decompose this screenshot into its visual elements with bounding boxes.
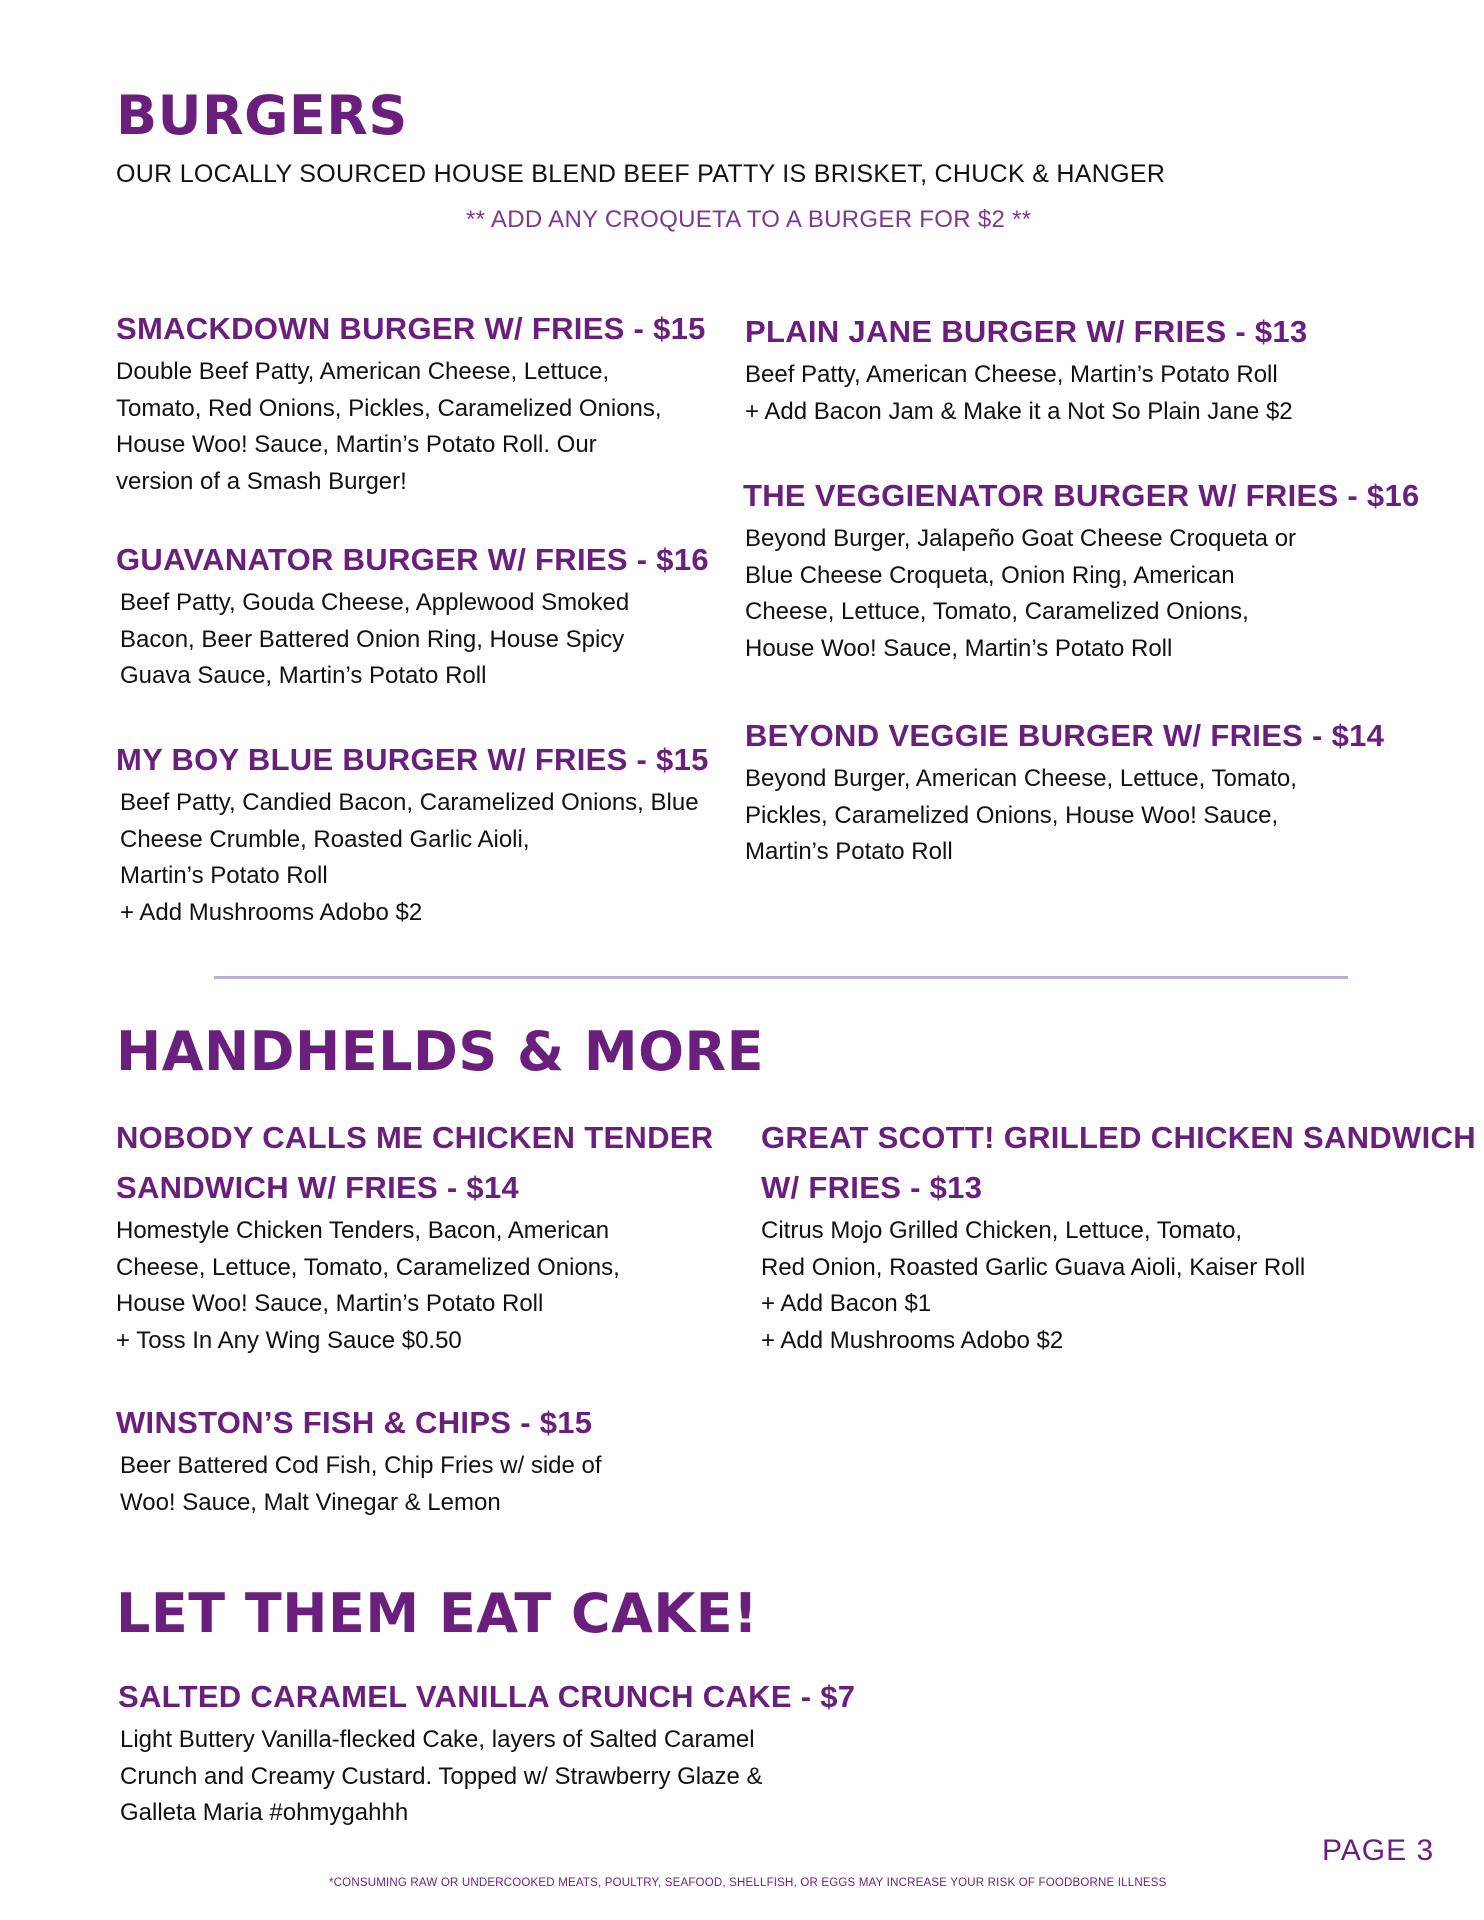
croqueta-note: ** ADD ANY CROQUETA TO A BURGER FOR $2 **	[466, 206, 1032, 233]
item-description	[116, 1448, 602, 1521]
desc-line: Bacon, Beer Battered Onion Ring, House Spicy	[120, 625, 625, 653]
disclaimer: *CONSUMING RAW OR UNDERCOOKED MEATS, POULTRY, SEAFOOD, SHELLFISH, OR EGGS MAY INCREASE YOUR RISK OF FOODBORNE ILLNESS	[329, 1877, 1167, 1889]
title-line: SANDWICH W/ FRIES - $14	[116, 1170, 520, 1205]
item-title: THE VEGGIENATOR BURGER W/ FRIES - $16	[743, 478, 1420, 513]
item-title: SALTED CARAMEL VANILLA CRUNCH CAKE - $7	[118, 1679, 856, 1714]
title-line: NOBODY CALLS ME CHICKEN TENDER	[116, 1120, 714, 1155]
item-title: WINSTON’S FISH & CHIPS - $15	[116, 1405, 593, 1440]
desc-line: Galleta Maria #ohmygahhh	[120, 1799, 409, 1826]
item-description	[745, 357, 1308, 430]
item-description	[745, 761, 1384, 871]
desc-line: House Woo! Sauce, Martin’s Potato Roll. Our	[116, 431, 597, 458]
desc-line: Woo! Sauce, Malt Vinegar & Lemon	[120, 1488, 501, 1516]
desc-line: Red Onion, Roasted Garlic Guava Aioli, Kaiser Roll	[761, 1253, 1306, 1281]
menu-item	[118, 1672, 855, 1832]
menu-item	[116, 735, 709, 931]
desc-line: Citrus Mojo Grilled Chicken, Lettuce, Tomato,	[761, 1217, 1243, 1244]
item-description	[116, 585, 709, 695]
handhelds-title: HANDHELDS & MORE	[116, 1020, 765, 1083]
desc-line: Beef Patty, Candied Bacon, Caramelized Onions, Blue	[120, 789, 699, 816]
desc-line: Beyond Burger, American Cheese, Lettuce, Tomato,	[745, 765, 1297, 792]
title-line: GREAT SCOTT! GRILLED CHICKEN SANDWICH	[761, 1120, 1476, 1155]
desc-line: Martin’s Potato Roll	[745, 838, 953, 865]
item-title: BEYOND VEGGIE BURGER W/ FRIES - $14	[745, 718, 1385, 753]
item-title: GUAVANATOR BURGER W/ FRIES - $16	[116, 542, 709, 577]
burgers-subtitle: OUR LOCALLY SOURCED HOUSE BLEND BEEF PATTY IS BRISKET, CHUCK & HANGER	[116, 160, 1166, 188]
item-description	[116, 785, 709, 931]
desc-line: + Add Bacon Jam & Make it a Not So Plain Jane $2	[745, 397, 1293, 425]
desc-line: Cheese Crumble, Roasted Garlic Aioli,	[120, 825, 530, 853]
item-description	[116, 1213, 713, 1359]
desc-line: Beef Patty, American Cheese, Martin’s Potato Roll	[745, 361, 1278, 388]
desc-line: Blue Cheese Croqueta, Onion Ring, American	[745, 561, 1235, 589]
menu-item	[116, 304, 706, 500]
desc-line: Double Beef Patty, American Cheese, Lettuce,	[116, 358, 610, 385]
desc-line: Light Buttery Vanilla-flecked Cake, layers of Salted Caramel	[120, 1726, 755, 1753]
menu-item	[745, 307, 1308, 430]
desc-line: version of a Smash Burger!	[116, 467, 407, 495]
desc-line: Cheese, Lettuce, Tomato, Caramelized Onions,	[116, 1253, 620, 1281]
burgers-title: BURGERS	[116, 84, 408, 147]
desc-line: Crunch and Creamy Custard. Topped w/ Strawberry Glaze &	[120, 1762, 763, 1790]
menu-item	[116, 535, 709, 695]
desc-line: + Add Mushrooms Adobo $2	[761, 1326, 1064, 1354]
desc-line: Pickles, Caramelized Onions, House Woo! Sauce,	[745, 801, 1279, 829]
menu-item	[743, 471, 1420, 667]
item-title: PLAIN JANE BURGER W/ FRIES - $13	[745, 314, 1308, 349]
desc-line: House Woo! Sauce, Martin’s Potato Roll	[116, 1290, 544, 1317]
desc-line: + Add Mushrooms Adobo $2	[120, 898, 423, 926]
item-title	[116, 1113, 713, 1213]
item-description	[761, 1213, 1476, 1359]
desc-line: Guava Sauce, Martin’s Potato Roll	[120, 662, 487, 689]
desc-line: Beyond Burger, Jalapeño Goat Cheese Croqueta or	[745, 525, 1297, 552]
item-description	[743, 521, 1420, 667]
item-description	[116, 354, 706, 500]
item-title: SMACKDOWN BURGER W/ FRIES - $15	[116, 311, 706, 346]
desc-line: Tomato, Red Onions, Pickles, Caramelized Onions,	[116, 394, 662, 422]
menu-item	[116, 1398, 602, 1521]
item-title: MY BOY BLUE BURGER W/ FRIES - $15	[116, 742, 709, 777]
desc-line: Beef Patty, Gouda Cheese, Applewood Smoked	[120, 589, 630, 616]
menu-item	[761, 1113, 1476, 1359]
desc-line: Beer Battered Cod Fish, Chip Fries w/ side of	[120, 1452, 602, 1479]
title-line: W/ FRIES - $13	[761, 1170, 983, 1205]
item-description	[118, 1722, 855, 1832]
desc-line: + Add Bacon $1	[761, 1290, 932, 1317]
menu-item	[116, 1113, 713, 1359]
desc-line: + Toss In Any Wing Sauce $0.50	[116, 1326, 462, 1354]
desc-line: House Woo! Sauce, Martin’s Potato Roll	[745, 634, 1173, 662]
item-title	[761, 1113, 1476, 1213]
page-number: PAGE 3	[1322, 1834, 1435, 1867]
section-divider	[214, 976, 1348, 979]
cake-title: LET THEM EAT CAKE!	[116, 1582, 759, 1645]
desc-line: Cheese, Lettuce, Tomato, Caramelized Onions,	[745, 598, 1249, 625]
desc-line: Homestyle Chicken Tenders, Bacon, American	[116, 1217, 610, 1244]
desc-line: Martin’s Potato Roll	[120, 862, 328, 889]
menu-item	[745, 711, 1384, 871]
